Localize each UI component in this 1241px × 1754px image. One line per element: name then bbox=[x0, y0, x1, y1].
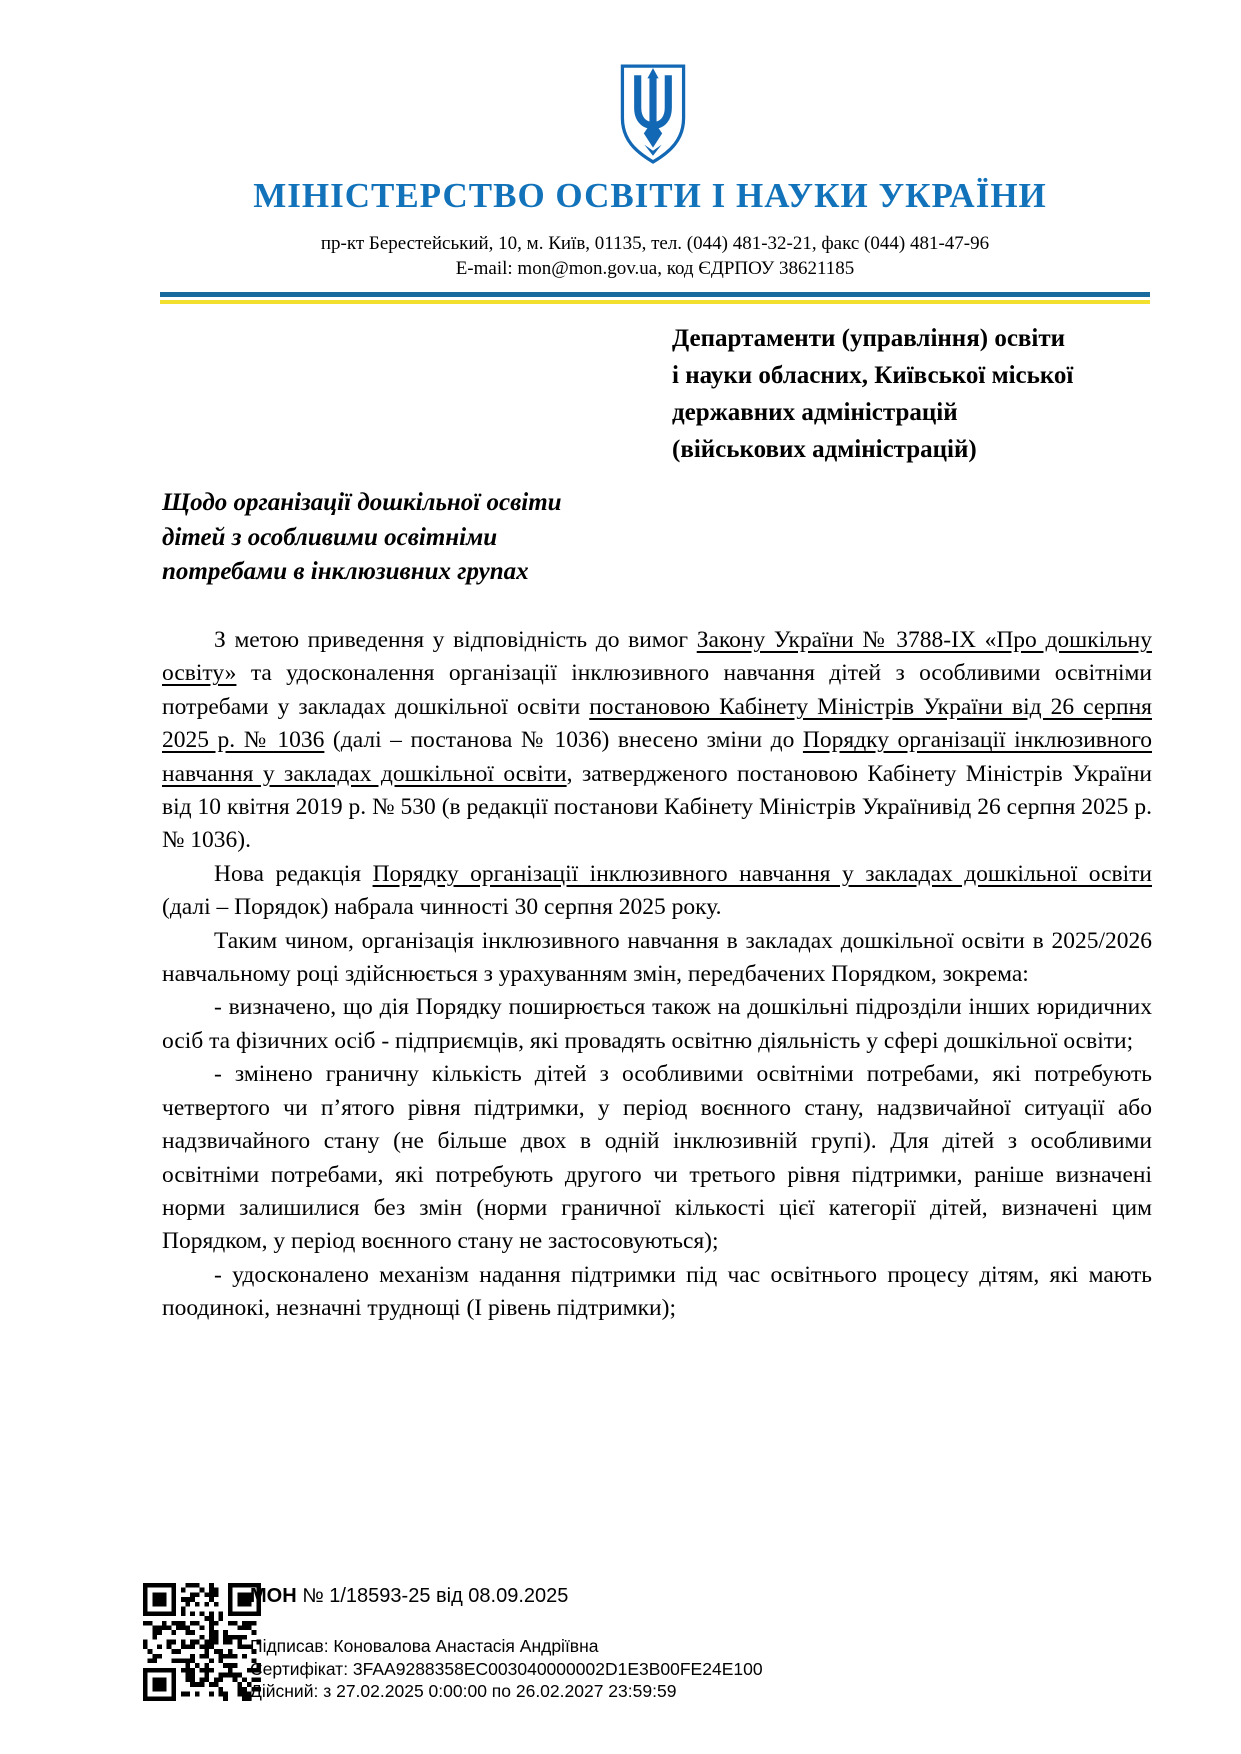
header-contact-block bbox=[160, 231, 1150, 281]
addressee-line: і науки обласних, Київської міської bbox=[672, 362, 1074, 389]
paragraph: - змінено граничну кількість дітей з особливими освітніми потребами, які потребують четвертого чи п’ятого рівня підтримки, у період воєнного стану, надзвичайної ситуації або надзвичайного стану (не більше двох в одній інклюзивній групі). Для дітей з особливими освітніми потребами, які потребують другого чи третього рівня підтримки, раніше визначені норми залишилися без змін (норми граничної кількості цієї категорії дітей, визначені цим Порядком, у період воєнного стану не застосовуються); bbox=[162, 1061, 1152, 1255]
subject-line: потребами в інклюзивних групах bbox=[162, 558, 529, 585]
ukraine-trident-emblem-icon bbox=[617, 62, 689, 166]
paragraph: Нова редакція Порядку організації інклюзивного навчання у закладах дошкільної освіти (далі – Порядок) набрала чинності 30 серпня 2025 року. bbox=[162, 860, 1152, 921]
flag-divider-yellow-line bbox=[160, 300, 1150, 304]
validity-line: Дійсний: з 27.02.2025 0:00:00 по 26.02.2027 23:59:59 bbox=[250, 1681, 677, 1701]
certificate-line: Сертифікат: 3FAA9288358EC003040000002D1E3B00FE24E100 bbox=[250, 1658, 763, 1679]
subject-line: Щодо організації дошкільної освіти bbox=[162, 489, 562, 516]
header-address-line: пр-кт Берестейський, 10, м. Київ, 01135, тел. (044) 481-32-21, факс (044) 481-47-96 bbox=[320, 233, 990, 254]
signature-details bbox=[250, 1585, 1010, 1703]
letter-body bbox=[162, 624, 1152, 1326]
paragraph: Таким чином, організація інклюзивного навчання в закладах дошкільної освіти в 2025/2026 навчальному році здійснюється з урахуванням змін, передбачених Порядком, зокрема: bbox=[162, 927, 1152, 988]
qr-code bbox=[143, 1583, 261, 1701]
flag-divider-blue-line bbox=[160, 292, 1150, 297]
ministry-name-title: МІНІСТЕРСТВО ОСВІТИ І НАУКИ УКРАЇНИ bbox=[253, 176, 1047, 215]
paragraph: - удосконалено механізм надання підтримки під час освітнього процесу дітям, які мають поодинокі, незначні труднощі (І рівень підтримки); bbox=[162, 1261, 1152, 1322]
header-email-line: E-mail: mon@mon.gov.ua, код ЄДРПОУ 38621185 bbox=[455, 258, 855, 279]
document-number-prefix: МОН bbox=[250, 1585, 297, 1607]
subject-line: дітей з особливими освітніми bbox=[162, 523, 498, 551]
paragraph: - визначено, що дія Порядку поширюється також на дошкільні підрозділи інших юридичних осіб та фізичних осіб - підприємців, які провадять освітню діяльність у сфері дошкільної освіти; bbox=[162, 994, 1152, 1054]
addressee-line: (військових адміністрацій) bbox=[672, 436, 977, 463]
document-number-line bbox=[250, 1585, 1010, 1608]
document-number-value: № 1/18593-25 від 08.09.2025 bbox=[302, 1585, 569, 1607]
paragraph: З метою приведення у відповідність до вимог Закону України № 3788-IX «Про дошкільну освіту» та удосконалення організації інклюзивного навчання дітей з особливими освітніми потребами у закладах дошкільної освіти постановою Кабінету Міністрів України від 26 серпня 2025 р. № 1036 (далі – постанова № 1036) внесено зміни до Порядку організації інклюзивного навчання у закладах дошкільної освіти, затвердженого постановою Кабінету Міністрів України від 10 квітня 2019 р. № 530 (в редакції постанови Кабінету Міністрів Українивід 26 серпня 2025 р. № 1036). bbox=[162, 627, 1153, 854]
addressee-line: державних адміністрацій bbox=[672, 399, 958, 426]
addressee-block bbox=[672, 320, 1152, 468]
subject-block bbox=[162, 486, 682, 590]
signed-by-line: Підписав: Коновалова Анастасія Андріївна bbox=[250, 1636, 599, 1656]
addressee-line: Департаменти (управління) освіти bbox=[672, 325, 1066, 352]
